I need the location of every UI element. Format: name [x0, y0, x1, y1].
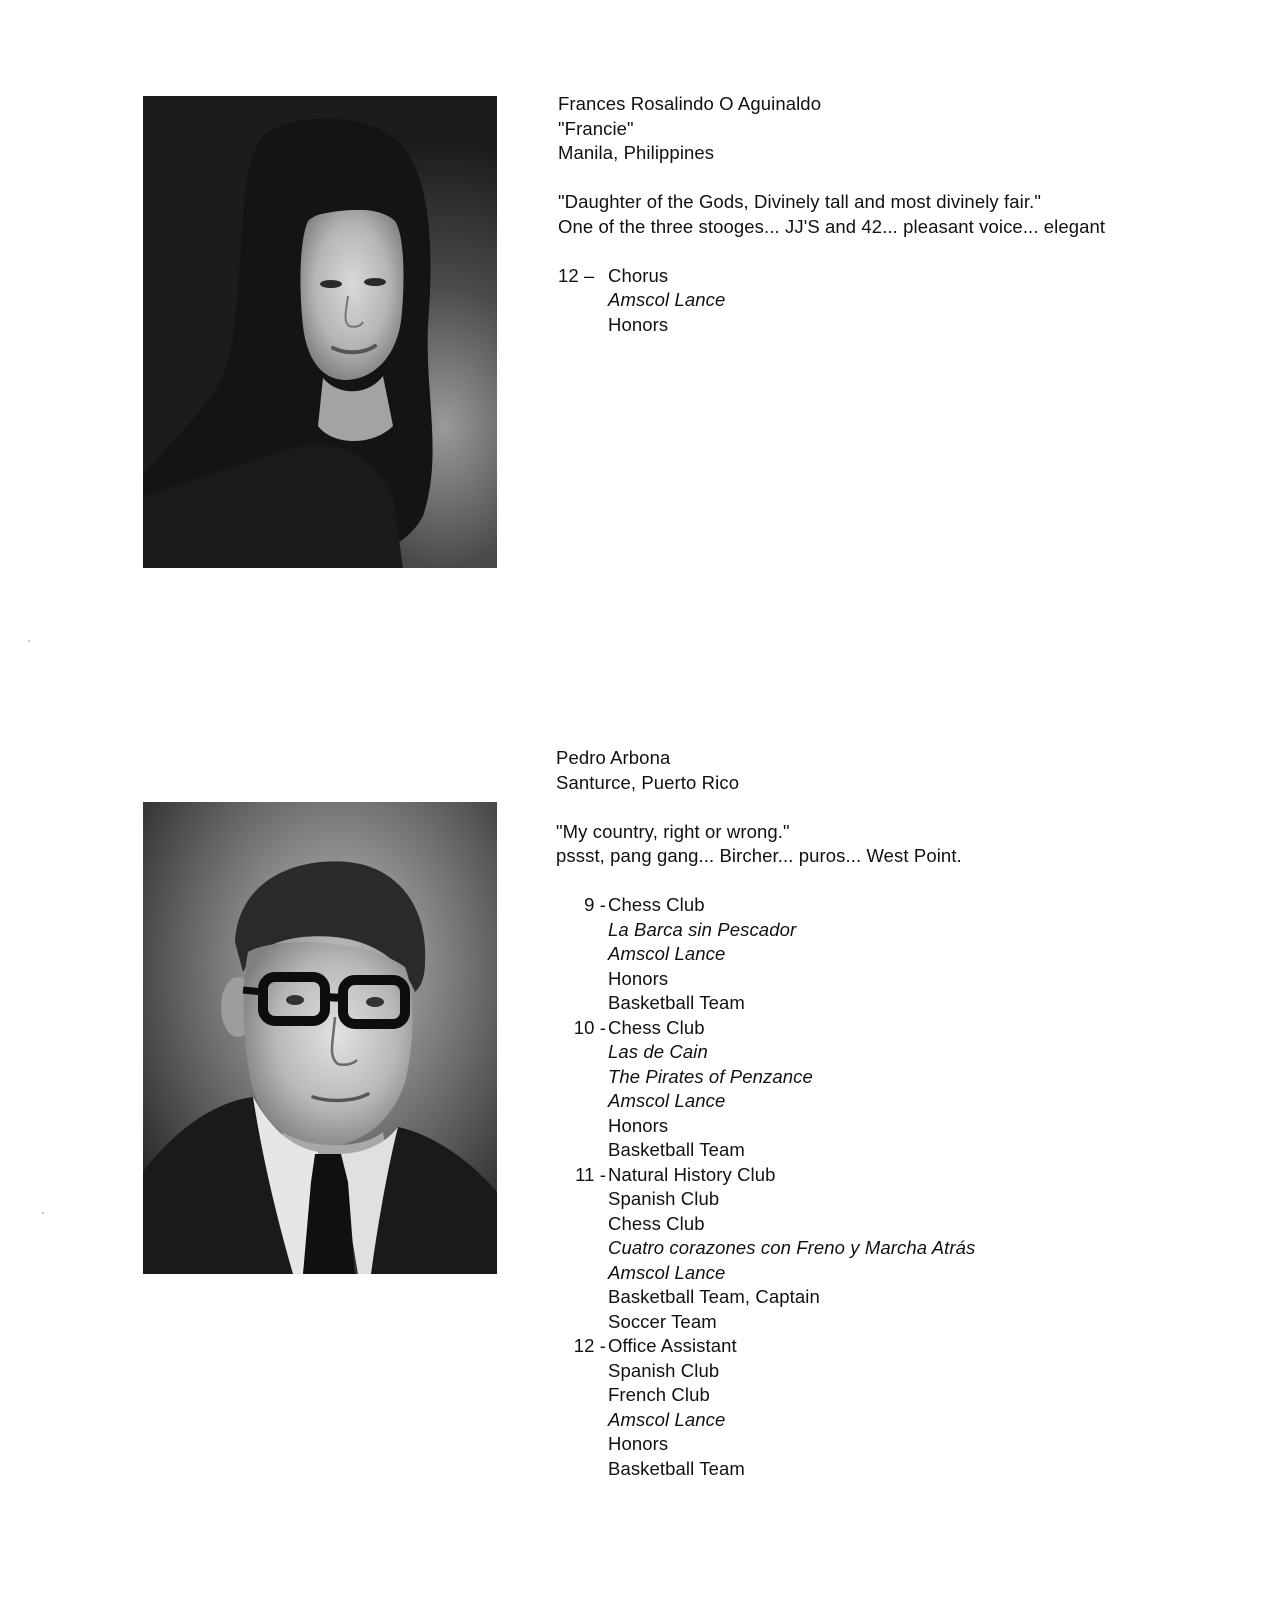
student-entry — [556, 746, 1246, 1481]
student-hometown: Santurce, Puerto Rico — [556, 771, 740, 793]
activity-item: Natural History Club — [608, 1163, 776, 1185]
activity-year-label: 11 - — [575, 1163, 606, 1185]
student-nickname: "Francie" — [558, 117, 634, 139]
activity-item: Chess Club — [608, 1016, 705, 1038]
portrait-woman-long-hair — [143, 96, 497, 568]
activity-item: Basketball Team — [608, 1139, 745, 1160]
activity-year-group — [556, 1163, 1246, 1335]
activity-item: Soccer Team — [608, 1310, 717, 1332]
activity-year-label: 9 - — [584, 894, 606, 915]
student-quote: "Daughter of the Gods, Divinely tall and most divinely fair." — [558, 191, 1041, 212]
activity-item: Cuatro corazones con Freno y Marcha Atrás — [608, 1237, 976, 1258]
activity-year-label: 10 - — [573, 1016, 606, 1038]
student-name: Pedro Arbona — [556, 747, 671, 768]
activity-item: Amscol Lance — [608, 1090, 726, 1111]
activity-item: Honors — [608, 1114, 669, 1136]
activity-item: Amscol Lance — [608, 289, 726, 310]
activity-item: Honors — [608, 1433, 669, 1454]
activity-item: Amscol Lance — [608, 943, 726, 964]
activities-list — [556, 893, 1246, 1481]
portrait-man-glasses — [143, 802, 497, 1274]
activity-year-group — [556, 1016, 1246, 1163]
activity-item: Las de Cain — [608, 1041, 708, 1062]
activity-item: Spanish Club — [608, 1188, 720, 1209]
activity-year-group — [556, 893, 1246, 1016]
activity-items — [608, 1016, 813, 1163]
student-entry — [558, 92, 1248, 337]
student-portrait-photo — [143, 96, 497, 568]
activity-year-group — [556, 1334, 1246, 1481]
student-portrait-photo — [143, 802, 497, 1274]
activity-item: Chess Club — [608, 1212, 705, 1234]
activity-items — [608, 1163, 975, 1335]
student-remarks: One of the three stooges... JJ'S and 42... pleasant voice... elegant — [558, 215, 1106, 237]
activity-item: The Pirates of Penzance — [608, 1065, 813, 1087]
activity-item: Spanish Club — [608, 1359, 720, 1381]
activities-list — [558, 264, 1248, 338]
activity-item: Amscol Lance — [608, 1408, 726, 1430]
activity-item: French Club — [608, 1384, 710, 1405]
activity-year-group — [558, 264, 1248, 338]
activity-item: Chess Club — [608, 894, 705, 915]
student-quote: "My country, right or wrong." — [556, 820, 790, 842]
scan-speck — [28, 640, 30, 642]
student-hometown: Manila, Philippines — [558, 142, 715, 163]
student-name: Frances Rosalindo O Aguinaldo — [558, 93, 822, 114]
activity-item: Amscol Lance — [608, 1261, 726, 1283]
activity-year-label: 12 - — [573, 1335, 606, 1356]
scan-speck — [42, 1212, 44, 1214]
activity-item: Basketball Team, Captain — [608, 1286, 820, 1307]
activity-item: Chorus — [608, 264, 669, 286]
activity-item: Office Assistant — [608, 1335, 737, 1356]
activity-year-label: 12 – — [558, 264, 595, 286]
activity-item: La Barca sin Pescador — [608, 918, 797, 940]
activity-item: Basketball Team — [608, 992, 745, 1013]
student-remarks: pssst, pang gang... Bircher... puros... West Point. — [556, 845, 962, 866]
activity-item: Honors — [608, 967, 669, 989]
activity-items — [608, 1334, 745, 1481]
activity-item: Basketball Team — [608, 1457, 745, 1479]
activity-items — [608, 264, 725, 338]
activity-items — [608, 893, 796, 1016]
activity-item: Honors — [608, 313, 669, 335]
